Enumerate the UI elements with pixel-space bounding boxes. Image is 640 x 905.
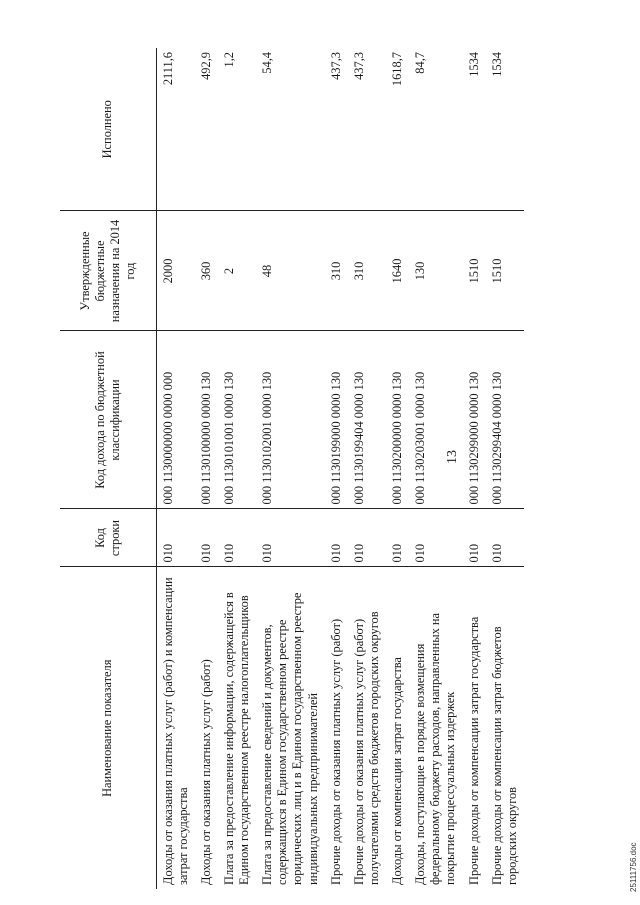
- table-row: [325, 48, 348, 889]
- table-header-row: [60, 48, 156, 889]
- cell-row-code: 010: [256, 509, 325, 567]
- cell-approved: 360: [195, 211, 218, 331]
- cell-row-code: 010: [325, 509, 348, 567]
- cell-income-code: 000 1130299000 0000 130: [463, 331, 486, 509]
- cell-income-code: 000 1130199000 0000 130: [325, 331, 348, 509]
- cell-income-code: 000 1130203001 0000 130: [409, 331, 462, 509]
- cell-income-code: 000 1130299404 0000 130: [486, 331, 524, 509]
- cell-executed: 84,7: [409, 48, 462, 211]
- cell-row-code: 010: [463, 509, 486, 567]
- cell-executed: 492,9: [195, 48, 218, 211]
- table-row: [386, 48, 409, 889]
- cell-executed: 1534: [486, 48, 524, 211]
- table-row: [486, 48, 524, 889]
- cell-executed: 437,3: [325, 48, 348, 211]
- cell-name: Прочие доходы от компенсации затрат бюджетов городских округов: [486, 567, 524, 889]
- cell-row-code: 010: [195, 509, 218, 567]
- cell-name: Доходы от оказания платных услуг (работ): [195, 567, 218, 889]
- cell-name: Доходы, поступающие в порядке возмещения федеральному бюджету расходов, направленных на покрытие процессуальных издержек: [409, 567, 462, 889]
- cell-executed: 437,3: [348, 48, 386, 211]
- cell-approved: 310: [325, 211, 348, 331]
- cell-approved: 1510: [486, 211, 524, 331]
- cell-name: Доходы от оказания платных услуг (работ) и компенсации затрат государства: [156, 567, 195, 889]
- cell-approved: 1510: [463, 211, 486, 331]
- cell-name: Прочие доходы от оказания платных услуг (работ): [325, 567, 348, 889]
- cell-name: Доходы от компенсации затрат государства: [386, 567, 409, 889]
- cell-approved: 310: [348, 211, 386, 331]
- cell-income-code: 000 1130100000 0000 130: [195, 331, 218, 509]
- header-executed: Исполнено: [60, 48, 156, 211]
- cell-approved: 48: [256, 211, 325, 331]
- table-row: [218, 48, 256, 889]
- cell-income-code: 000 1130199404 0000 130: [348, 331, 386, 509]
- cell-row-code: 010: [486, 509, 524, 567]
- cell-row-code: 010: [386, 509, 409, 567]
- cell-name: Плата за предоставление сведений и документов, содержащихся в Едином государственном реестре юридических лиц и в Едином государственном реестре индивидуальных предпринимателей: [256, 567, 325, 889]
- cell-row-code: 010: [348, 509, 386, 567]
- header-approved: Утвержденные бюджетные назначения на 2014 год: [60, 211, 156, 331]
- cell-name: Прочие доходы от оказания платных услуг (работ) получателями средств бюджетов городских округов: [348, 567, 386, 889]
- table-row: [195, 48, 218, 889]
- cell-executed: 2111,6: [156, 48, 195, 211]
- cell-executed: 1534: [463, 48, 486, 211]
- cell-income-code: 000 1130101001 0000 130: [218, 331, 256, 509]
- cell-name: Плата за предоставление информации, содержащейся в Едином государственном реестре налогоплательщиков: [218, 567, 256, 889]
- cell-approved: 130: [409, 211, 462, 331]
- cell-name: Прочие доходы от компенсации затрат государства: [463, 567, 486, 889]
- page-number: 13: [445, 450, 460, 464]
- cell-approved: 2: [218, 211, 256, 331]
- table-row: [463, 48, 486, 889]
- header-row-code: Код строки: [60, 509, 156, 567]
- cell-approved: 1640: [386, 211, 409, 331]
- cell-executed: 1,2: [218, 48, 256, 211]
- income-table: [60, 48, 524, 889]
- cell-row-code: 010: [156, 509, 195, 567]
- cell-executed: 54,4: [256, 48, 325, 211]
- table-row: [409, 48, 462, 889]
- cell-income-code: 000 1130000000 0000 000: [156, 331, 195, 509]
- cell-row-code: 010: [409, 509, 462, 567]
- table-row: [156, 48, 195, 889]
- cell-row-code: 010: [218, 509, 256, 567]
- cell-executed: 1618,7: [386, 48, 409, 211]
- cell-income-code: 000 1130102001 0000 130: [256, 331, 325, 509]
- table-row: [256, 48, 325, 889]
- cell-approved: 2000: [156, 211, 195, 331]
- table-row: [348, 48, 386, 889]
- document-filename: 25111756.doc: [629, 842, 638, 892]
- header-name: Наименование показателя: [60, 567, 156, 889]
- cell-income-code: 000 1130200000 0000 130: [386, 331, 409, 509]
- header-income-code: Код дохода по бюджетной классификации: [60, 331, 156, 509]
